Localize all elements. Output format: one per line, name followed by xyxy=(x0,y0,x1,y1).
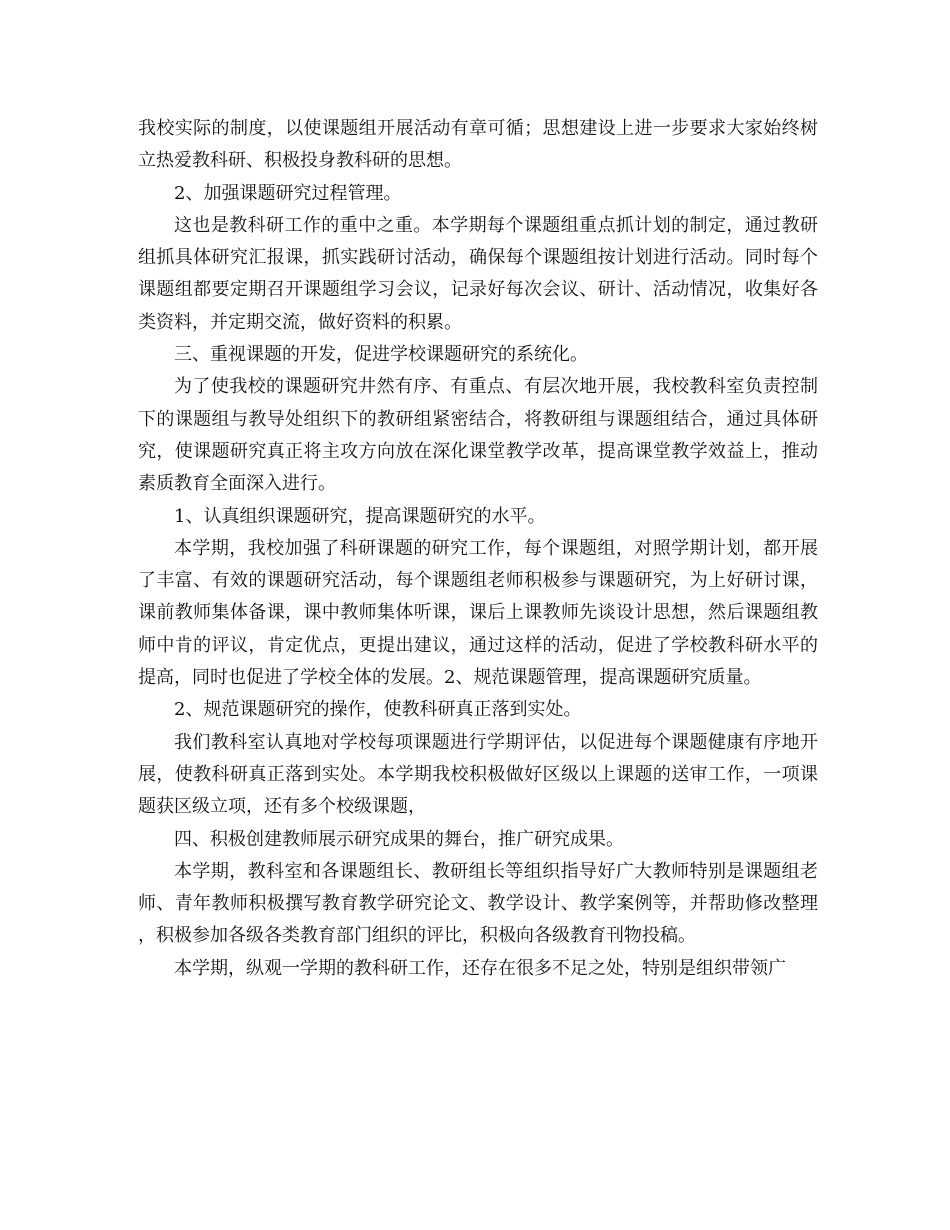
paragraph-11: 本学期，教科室和各课题组长、教研组长等组织指导好广大教师特别是课题组老师、青年教师积极撰写教育教学研究论文、教学设计、教学案例等，并帮助修改整理，积极参加各级各类教育部门组织的评比，积极向各级教育刊物投稿。 xyxy=(138,860,818,947)
paragraph-6: 1、认真组织课题研究，提高课题研究的水平。 xyxy=(174,505,546,527)
paragraph-10: 四、积极创建教师展示研究成果的舞台，推广研究成果。 xyxy=(174,828,624,850)
paragraph-4: 三、重视课题的开发，促进学校课题研究的系统化。 xyxy=(174,344,588,366)
paragraph-12: 本学期，纵观一学期的教科研工作，还存在很多不足之处，特别是组织带领广 xyxy=(174,957,786,979)
paragraph-7: 本学期，我校加强了科研课题的研究工作，每个课题组，对照学期计划，都开展了丰富、有效的课题研究活动，每个课题组老师积极参与课题研究，为上好研讨课，课前教师集体备课，课中教师集体听课，课后上课教师先谈设计思想，然后课题组教师中肯的评议，肯定优点，更提出建议，通过这样的活动，促进了学校教科研水平的提高，同时也促进了学校全体的发展。2、规范课题管理，提高课题研究质量。 xyxy=(138,537,818,689)
document-body xyxy=(138,113,818,985)
paragraph-2: 2、加强课题研究过程管理。 xyxy=(174,182,402,204)
paragraph-5: 为了使我校的课题研究井然有序、有重点、有层次地开展，我校教科室负责控制下的课题组与教导处组织下的教研组紧密结合，将教研组与课题组结合，通过具体研究，使课题研究真正将主攻方向放在深化课堂教学改革，提高课堂教学效益上，推动素质教育全面深入进行。 xyxy=(138,376,818,495)
paragraph-8: 2、规范课题研究的操作，使教科研真正落到实处。 xyxy=(174,699,582,721)
paragraph-1: 我校实际的制度，以使课题组开展活动有章可循；思想建设上进一步要求大家始终树立热爱教科研、积极投身教科研的思想。 xyxy=(138,118,818,172)
paragraph-9: 我们教科室认真地对学校每项课题进行学期评估，以促进每个课题健康有序地开展，使教科研真正落到实处。本学期我校积极做好区级以上课题的送审工作，一项课题获区级立项，还有多个校级课题， xyxy=(138,731,818,818)
paragraph-3: 这也是教科研工作的重中之重。本学期每个课题组重点抓计划的制定，通过教研组抓具体研究汇报课，抓实践研讨活动，确保每个课题组按计划进行活动。同时每个课题组都要定期召开课题组学习会议，记录好每次会议、研计、活动情况，收集好各类资料，并定期交流，做好资料的积累。 xyxy=(138,214,818,333)
